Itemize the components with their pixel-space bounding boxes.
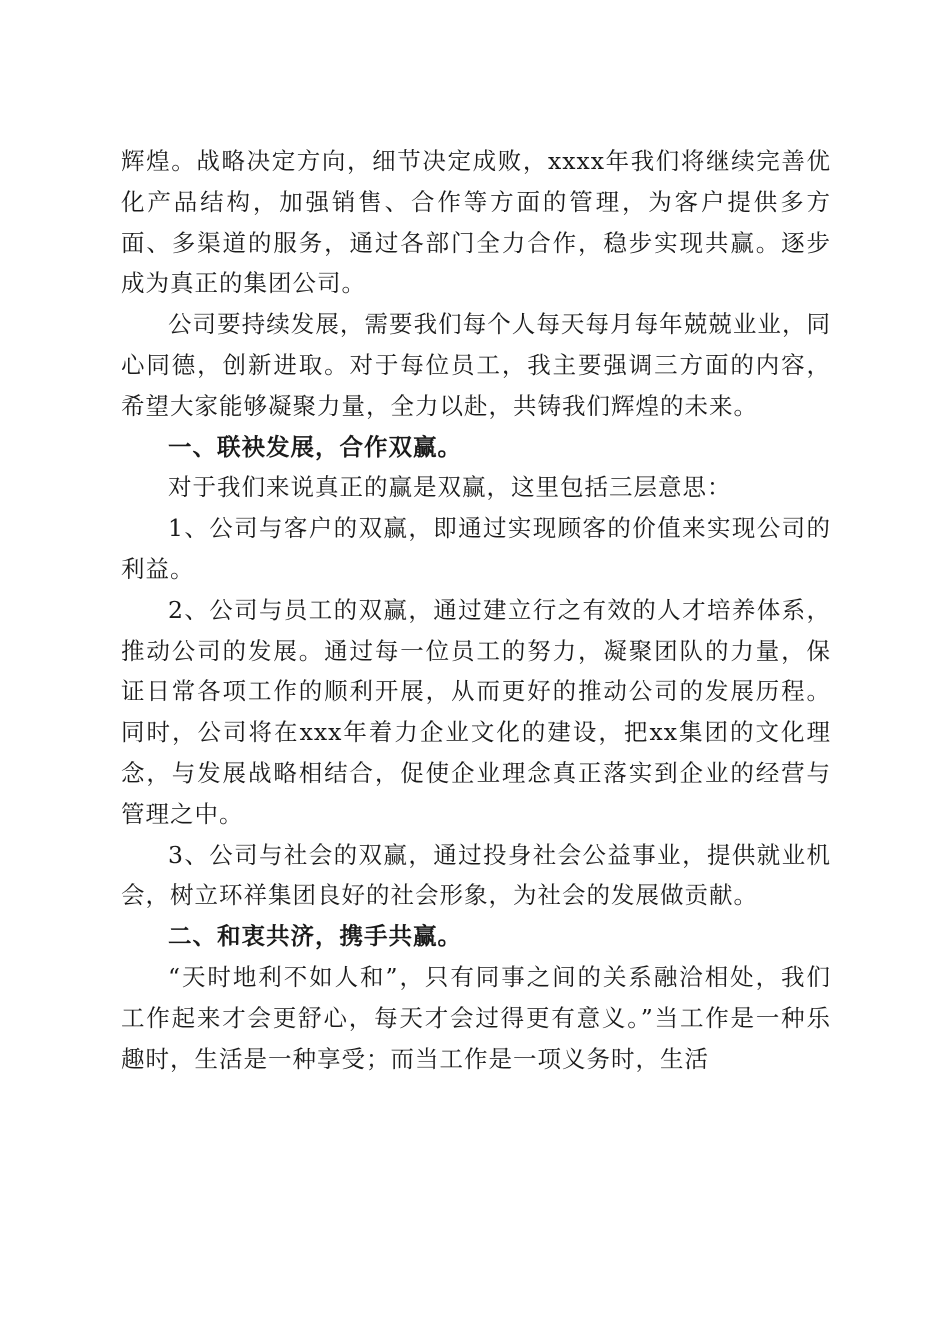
- heading-section-two: 二、和衷共济，携手共赢。: [168, 922, 462, 951]
- paragraph-sustained-development: 公司要持续发展，需要我们每个人每天每月每年兢兢业业，同心同德，创新进取。对于每位员工，我主要强调三方面的内容，希望大家能够凝聚力量，全力以赴，共铸我们辉煌的未来。: [121, 310, 831, 420]
- paragraph-win-win-intro: 对于我们来说真正的赢是双赢，这里包括三层意思：: [168, 473, 732, 502]
- heading-section-one: 一、联袂发展，合作双赢。: [168, 432, 462, 461]
- paragraph-item-1: 1、公司与客户的双赢，即通过实现顾客的价值来实现公司的利益。: [121, 514, 831, 583]
- document-body: [121, 141, 831, 1079]
- paragraph-strategy: 辉煌。战略决定方向，细节决定成败，xxxx年我们将继续完善优化产品结构，加强销售、合作等方面的管理，为客户提供多方面、多渠道的服务，通过各部门全力合作，稳步实现共赢。逐步成为真正的集团公司。: [121, 147, 831, 298]
- paragraph-harmony: “天时地利不如人和”，只有同事之间的关系融洽相处，我们工作起来才会更舒心，每天才会过得更有意义。”当工作是一种乐趣时，生活是一种享受；而当工作是一项义务时，生活: [121, 962, 831, 1073]
- paragraph-item-2: 2、公司与员工的双赢，通过建立行之有效的人才培养体系，推动公司的发展。通过每一位员工的努力，凝聚团队的力量，保证日常各项工作的顺利开展，从而更好的推动公司的发展历程。同时，公司将在xxx年着力企业文化的建设，把xx集团的文化理念，与发展战略相结合，促使企业理念真正落实到企业的经营与管理之中。: [121, 595, 831, 828]
- paragraph-item-3: 3、公司与社会的双赢，通过投身社会公益事业，提供就业机会，树立环祥集团良好的社会形象，为社会的发展做贡献。: [121, 840, 831, 910]
